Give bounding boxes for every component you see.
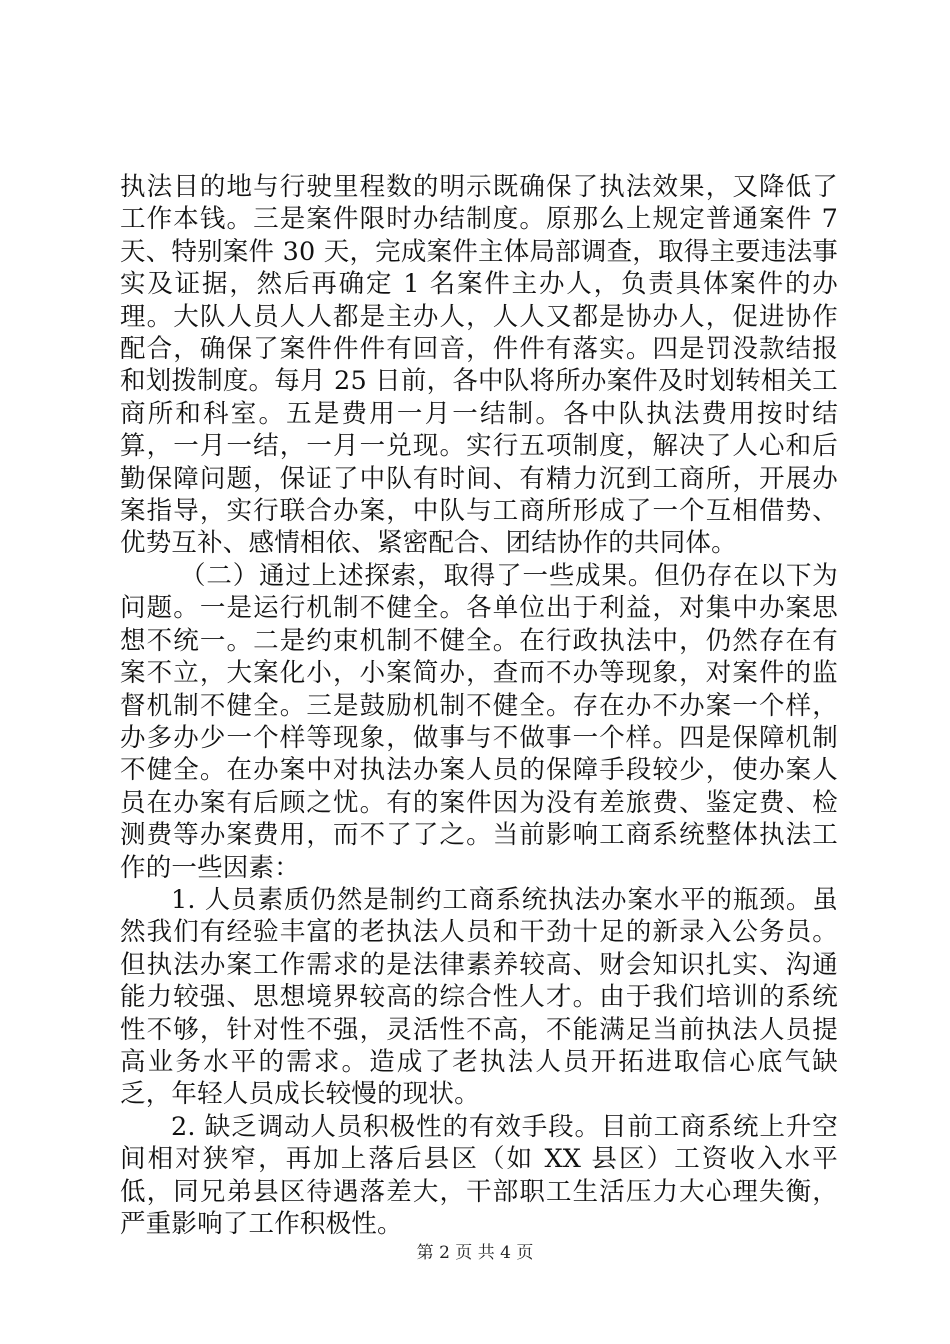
document-body [120, 171, 838, 1240]
paragraph-3: 1. 人员素质仍然是制约工商系统执法办案水平的瓶颈。虽然我们有经验丰富的老执法人员和干劲十足的新录入公务员。但执法办案工作需求的是法律素养较高、财会知识扎实、沟通能力较强、思想境界较高的综合性人才。由于我们培训的系统性不够，针对性不强，灵活性不高，不能满足当前执法人员提高业务水平的需求。造成了老执法人员开拓进取信心底气缺乏，年轻人员成长较慢的现状。 [120, 884, 838, 1110]
paragraph-4: 2. 缺乏调动人员积极性的有效手段。目前工商系统上升空间相对狭窄，再加上落后县区（如 XX 县区）工资收入水平低，同兄弟县区待遇落差大，干部职工生活压力大心理失衡，严重影响了工作积极性。 [120, 1111, 838, 1239]
paragraph-1: 执法目的地与行驶里程数的明示既确保了执法效果，又降低了工作本钱。三是案件限时办结制度。原那么上规定普通案件 7 天、特别案件 30 天，完成案件主体局部调查，取得主要违法事实及证据，然后再确定 1 名案件主办人，负责具体案件的办理。大队人员人人都是主办人，人人又都是协办人，促进协作配合，确保了案件件件有回音，件件有落实。四是罚没款结报和划拨制度。每月 25 日前，各中队将所办案件及时划转相关工商所和科室。五是费用一月一结制。各中队执法费用按时结算，一月一结，一月一兑现。实行五项制度，解决了人心和后勤保障问题，保证了中队有时间、有精力沉到工商所，开展办案指导，实行联合办案，中队与工商所形成了一个互相借势、优势互补、感情相依、紧密配合、团结协作的共同体。 [120, 172, 838, 559]
paragraph-2: （二）通过上述探索，取得了一些成果。但仍存在以下为问题。一是运行机制不健全。各单位出于利益，对集中办案思想不统一。二是约束机制不健全。在行政执法中，仍然存在有案不立，大案化小，小案简办，查而不办等现象，对案件的监督机制不健全。三是鼓励机制不健全。存在办不办案一个样，办多办少一个样等现象，做事与不做事一个样。四是保障机制不健全。在办案中对执法办案人员的保障手段较少，使办案人员在办案有后顾之忧。有的案件因为没有差旅费、鉴定费、检测费等办案费用，而不了了之。当前影响工商系统整体执法工作的一些因素： [120, 560, 838, 883]
page-footer: 第 2 页 共 4 页 [416, 1243, 534, 1263]
